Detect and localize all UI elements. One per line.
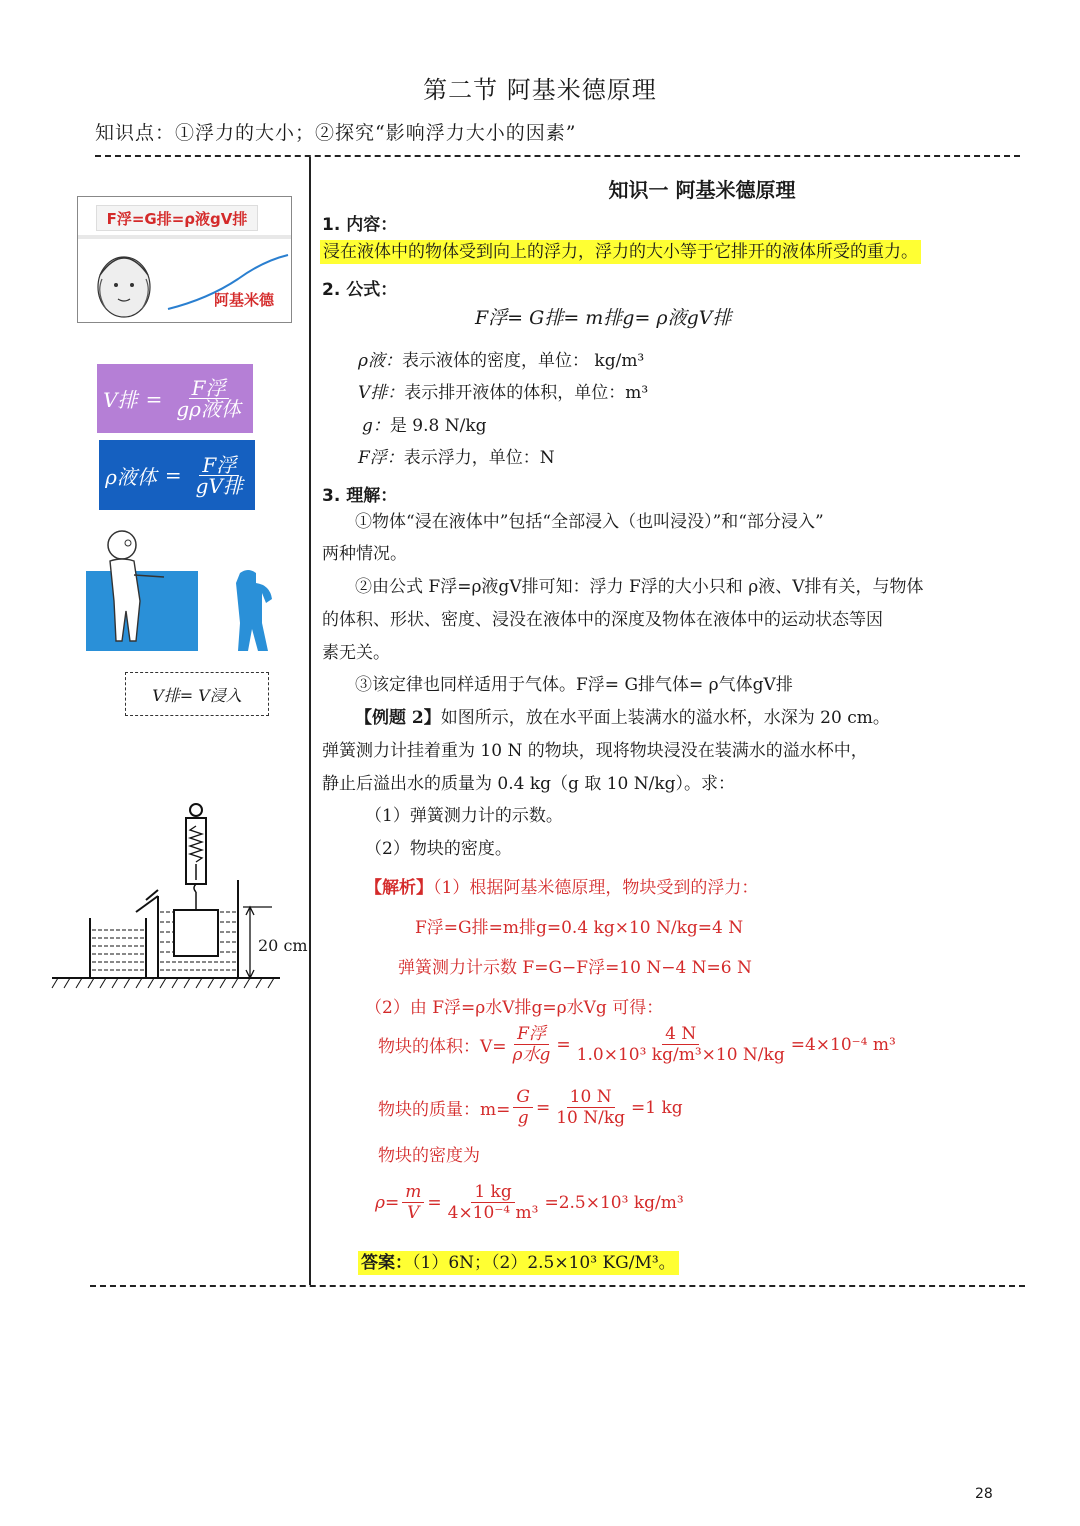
page-number: 28 [975,1486,993,1502]
def-desc: 表示排开液体的体积，单位：m³ [404,383,649,403]
def-symbol: F浮： [358,448,404,468]
understanding-p3: ③该定律也同样适用于气体。F浮= G排气体= ρ气体gV排 [355,675,793,695]
diagram-depth-label: 20 cm [258,936,308,955]
density-result: =2.5×10³ kg/m³ [544,1192,684,1213]
column-divider [309,157,311,1285]
solution-eq-buoyancy: F浮=G排=m排g=0.4 kg×10 N/kg=4 N [415,918,744,938]
definition-g [362,410,487,443]
answer-text: （1）6N；（2）2.5×10³ KG/M³。 [412,1253,676,1273]
bottom-divider [90,1285,1025,1287]
solution-volume: 物块的体积：V= $\frac{\text{F浮}}{\text{ρ水g}}$ = $\frac{4 N}{\text{1.0×10³ kg/m³×10 N/kg}}$ =4×10⁻⁴ m³ [378,1024,896,1065]
understanding-heading: 3. 理解： [322,486,398,506]
overflow-cup-diagram [50,800,305,995]
card2-numerator: F浮 [199,455,239,476]
density-lhs: ρ= [375,1192,400,1213]
density-frac1-den: V [407,1203,420,1223]
example-question-1: （1）弹簧测力计的示数。 [365,806,563,826]
example-line2: 弹簧测力计挂着重为 10 N 的物块，现将物块浸没在装满水的溢水杯中， [322,741,868,761]
def-symbol: V排： [358,383,405,403]
volume-frac1-num: F浮 [514,1024,549,1045]
def-desc: 表示浮力，单位：N [403,448,555,468]
density-frac1-num: m [402,1182,424,1203]
mass-frac2-num: 10 N [567,1087,615,1108]
solution-part2-intro: （2）由 F浮=ρ水V排g=ρ水Vg 可得： [365,998,664,1018]
volume-label: 物块的体积：V= [378,1037,507,1057]
card1-denominator: gρ液体 [176,397,241,421]
main-formula: F浮= G排= m排g= ρ液gV排 [475,307,732,329]
mass-result: =1 kg [631,1097,683,1118]
volume-frac2-den: 1.0×10³ kg/m³×10 N/kg [576,1045,785,1065]
solution-intro [365,872,758,905]
principle-highlight: 浸在液体中的物体受到向上的浮力，浮力的大小等于它排开的液体所受的重力。 [320,240,921,264]
def-symbol: ρ液： [358,351,402,371]
example-line3: 静止后溢出水的质量为 0.4 kg（g 取 10 N/kg）。求： [322,774,736,794]
formula-card-density: ρ液体 = $\frac{\text{F浮}}{\text{gV排}}$ [99,440,255,510]
solution-label: 【解析】 [365,878,433,898]
content-heading: 1. 内容： [322,215,398,235]
formula-heading: 2. 公式： [322,280,398,300]
archimedes-banner [77,196,292,323]
volume-result: =4×10⁻⁴ m³ [790,1034,896,1055]
definition-volume [358,377,648,410]
example-line1 [355,702,890,735]
definition-rho [358,345,644,378]
principle-statement [320,236,921,269]
understanding-p2-line1: ②由公式 F浮=ρ液gV排可知：浮力 F浮的大小只和 ρ液、V排有关，与物体 [355,577,924,597]
section-title: 知识一 阿基米德原理 [608,178,796,202]
example-label: 【例题 2】 [355,708,441,728]
solution-intro-text: （1）根据阿基米德原理，物块受到的浮力： [433,878,759,898]
mass-label: 物块的质量：m= [378,1100,511,1120]
solution-mass: 物块的质量：m= $\frac{G}{g}$ = $\frac{10 N}{10 N/kg}$ =1 kg [378,1087,683,1128]
density-frac2-num: 1 kg [471,1182,514,1203]
understanding-p2-line2: 的体积、形状、密度、浸没在液体中的深度及物体在液体中的运动状态等因 [322,610,883,630]
def-desc: 是 9.8 N/kg [389,416,487,436]
volume-relation-box: V排= V浸入 [125,672,269,716]
top-divider [95,155,1020,157]
banner-caption: 阿基米德 [214,291,275,309]
density-frac2-den: 4×10⁻⁴ m³ [447,1203,539,1223]
displacement-illustration-icon [82,525,297,653]
mass-frac1-den: g [517,1108,529,1128]
card1-numerator: F浮 [189,378,229,399]
def-symbol: g： [362,416,390,436]
solution-density: ρ= $\frac{m}{V}$ = $\frac{1 kg}{\text{4×10⁻⁴ m³}}$ =2.5×10³ kg/m³ [375,1182,684,1223]
volume-frac2-num: 4 N [662,1024,699,1045]
answer-label: 答案： [361,1253,412,1273]
mass-frac2-den: 10 N/kg [556,1108,626,1128]
knowledge-points: 知识点：①浮力的大小；②探究“影响浮力大小的因素” [95,122,577,144]
formula-card-volume: V排 = $\frac{\text{F浮}}{\text{gρ液体}}$ [97,364,253,433]
page-title: 第二节 阿基米德原理 [423,76,657,104]
understanding-p2-line3: 素无关。 [322,643,390,663]
def-desc: 表示液体的密度，单位： kg/m³ [402,351,645,371]
banner-formula: F浮=G排=ρ液gV排 [96,205,258,231]
volume-frac1-den: ρ水g [512,1045,551,1065]
card2-denominator: gV排 [195,473,243,498]
definition-buoyancy [358,442,555,475]
answer [358,1247,679,1280]
solution-density-label: 物块的密度为 [378,1146,480,1166]
example-question-2: （2）物块的密度。 [365,839,512,859]
understanding-p1-line2: 两种情况。 [322,544,407,564]
example-text: 如图所示，放在水平面上装满水的溢水杯，水深为 20 cm。 [440,708,890,728]
mass-frac1-num: G [513,1087,533,1108]
card1-lhs: V排 [103,388,138,412]
card2-lhs: ρ液体 [105,464,157,489]
understanding-p1-line1: ①物体“浸在液体中”包括“全部浸入（也叫浸没）”和“部分浸入” [355,512,824,532]
solution-eq-scale: 弹簧测力计示数 F=G−F浮=10 N−4 N=6 N [398,958,752,978]
